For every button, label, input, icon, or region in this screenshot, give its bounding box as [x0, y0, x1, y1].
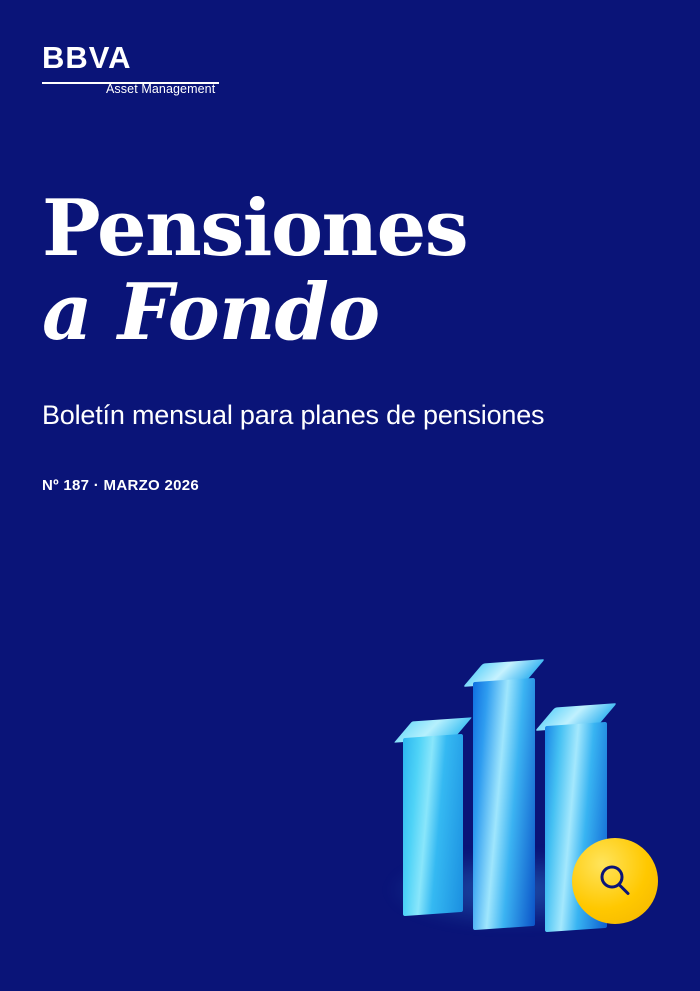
- brand-division-label: Asset Management: [106, 82, 216, 96]
- magnifier-badge: [572, 838, 658, 924]
- title-line-1: Pensiones: [42, 183, 468, 274]
- page-title: [42, 183, 662, 359]
- issue-number: Nº 187 · MARZO 2026: [42, 477, 200, 494]
- subtitle: Boletín mensual para planes de pensiones: [42, 400, 545, 430]
- brand-lockup: [42, 40, 282, 96]
- magnifier-icon: [595, 861, 635, 901]
- title-line-2: a Fondo: [42, 267, 380, 359]
- bar-middle: [473, 678, 535, 930]
- bbva-logo: BBVA: [42, 40, 132, 75]
- bar-left: [403, 734, 463, 916]
